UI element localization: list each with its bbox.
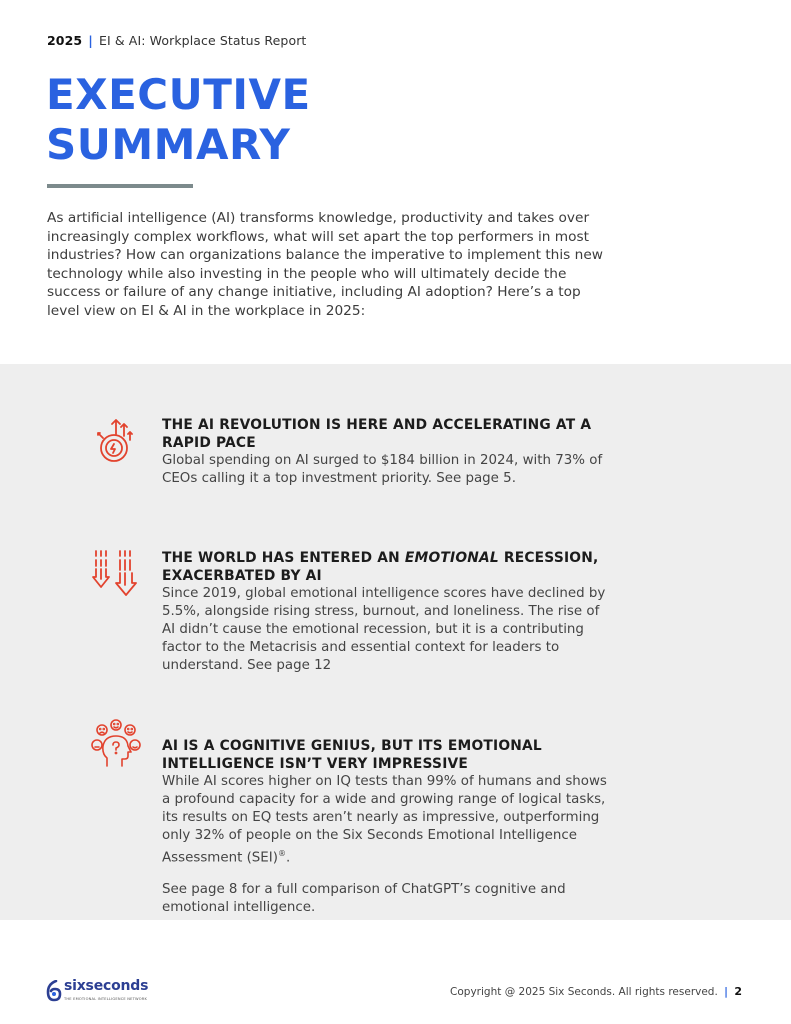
header-year: 2025 — [47, 33, 83, 48]
sixseconds-logo — [46, 980, 156, 1002]
item-heading: THE AI REVOLUTION IS HERE AND ACCELERATING AT A RAPID PACE — [162, 417, 592, 451]
header-report-title: EI & AI: Workplace Status Report — [99, 33, 307, 48]
copyright-text: Copyright @ 2025 Six Seconds. All rights reserved. — [450, 986, 718, 998]
summary-item-ai-revolution — [162, 416, 607, 488]
logo-name: sixseconds — [64, 978, 149, 994]
rocket-growth-icon — [94, 416, 138, 466]
logo-mark-icon — [46, 980, 62, 1002]
running-header — [47, 33, 306, 48]
page-number: 2 — [734, 985, 742, 998]
page-footer — [0, 970, 791, 1010]
item-body: While AI scores higher on IQ tests than 99% of humans and shows a profound capacity for a wide and growing range of logical tasks, its results on EQ tests aren’t nearly as impressive, outperforming only 32% of people on the Six Seconds Emotional Intelligence Assessment (SEI)®. — [162, 774, 607, 866]
item-body: Global spending on AI surged to $184 billion in 2024, with 73% of CEOs calling it a top investment priority. See page 5. — [162, 453, 603, 486]
title-divider — [47, 184, 193, 188]
header-separator: | — [88, 33, 93, 48]
item-body: Since 2019, global emotional intelligence scores have declined by 5.5%, alongside rising stress, burnout, and loneliness. The rise of AI didn’t cause the emotional recession, but it is a contributing factor to the Metacrisis and essential context for leaders to understand. See page 12 — [162, 586, 606, 673]
head-emotions-icon — [90, 718, 142, 770]
summary-item-cognitive-genius — [162, 737, 607, 917]
title-line-2: SUMMARY — [46, 120, 291, 169]
summary-item-emotional-recession — [162, 549, 607, 675]
logo-tagline: THE EMOTIONAL INTELLIGENCE NETWORK — [64, 997, 148, 1001]
footer-copyright — [450, 985, 742, 998]
page-title — [46, 70, 311, 170]
title-line-1: EXECUTIVE — [46, 70, 311, 119]
item-heading: THE WORLD HAS ENTERED AN EMOTIONAL RECESSION, EXACERBATED BY AI — [162, 550, 599, 584]
declining-arrows-icon — [92, 549, 140, 599]
item-heading: AI IS A COGNITIVE GENIUS, BUT ITS EMOTIONAL INTELLIGENCE ISN’T VERY IMPRESSIVE — [162, 738, 542, 772]
item-body-secondary: See page 8 for a full comparison of ChatGPT’s cognitive and emotional intelligence. — [162, 882, 566, 916]
footer-separator: | — [724, 986, 728, 998]
registered-mark: ® — [277, 849, 286, 858]
heading-emphasis: EMOTIONAL — [404, 550, 499, 566]
intro-paragraph: As artificial intelligence (AI) transforms knowledge, productivity and takes over increasingly complex workflows, what will set apart the top performers in most industries? How can organizations balance the imperative to implement this new technology while also investing in the people who will ultimately decide the success or failure of any change initiative, including AI adoption? Here’s a top level view on EI & AI in the workplace in 2025: — [47, 210, 603, 319]
